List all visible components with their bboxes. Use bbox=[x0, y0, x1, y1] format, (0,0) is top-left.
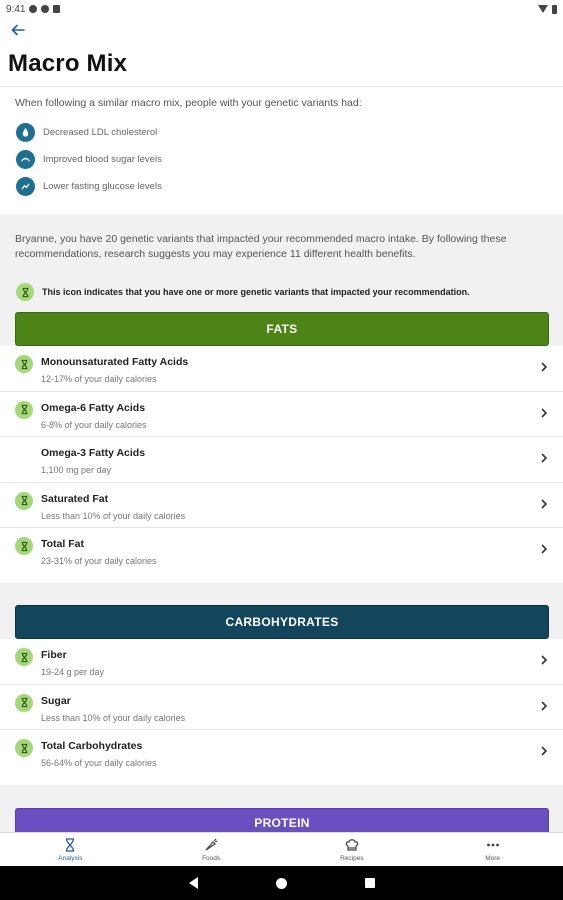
more-icon bbox=[485, 837, 501, 853]
battery-icon bbox=[552, 5, 557, 14]
fats-list bbox=[0, 346, 563, 583]
dna-icon bbox=[15, 355, 33, 373]
summary-text: Bryanne, you have 20 genetic variants that impacted your recommended macro intake. By following these recommendations, research suggests you may experience 11 different health benefits. bbox=[15, 233, 507, 260]
benefit-item bbox=[16, 150, 162, 169]
fats-section-header: FATS bbox=[15, 312, 549, 346]
item-desc: 6-8% of your daily calories bbox=[41, 419, 147, 430]
benefit-item bbox=[16, 123, 157, 142]
carbs-section-header: CARBOHYDRATES bbox=[15, 605, 549, 639]
nav-foods[interactable] bbox=[141, 833, 282, 866]
nav-label: Foods bbox=[202, 855, 221, 862]
system-home-icon[interactable] bbox=[276, 878, 287, 889]
item-name: Total Carbohydrates bbox=[41, 740, 143, 752]
list-item[interactable] bbox=[0, 437, 563, 483]
item-name: Total Fat bbox=[41, 538, 84, 550]
sd-card-icon bbox=[53, 5, 60, 13]
item-name: Omega-3 Fatty Acids bbox=[41, 447, 146, 459]
dna-icon bbox=[15, 739, 33, 757]
legend-text: This icon indicates that you have one or more genetic variants that impacted your recommendation. bbox=[42, 287, 470, 297]
nav-more[interactable] bbox=[422, 833, 563, 866]
chevron-right-icon bbox=[539, 654, 549, 666]
protein-section-header: PROTEIN bbox=[15, 808, 549, 838]
carbs-list bbox=[0, 639, 563, 785]
list-item[interactable] bbox=[0, 685, 563, 731]
benefits-intro: When following a similar macro mix, people with your genetic variants had: bbox=[15, 97, 362, 109]
chevron-right-icon bbox=[539, 745, 549, 757]
item-desc: Less than 10% of your daily calories bbox=[41, 510, 186, 521]
list-item[interactable] bbox=[0, 639, 563, 685]
dna-icon bbox=[15, 648, 33, 666]
list-item[interactable] bbox=[0, 392, 563, 438]
system-recents-icon[interactable] bbox=[365, 878, 375, 888]
item-desc: Less than 10% of your daily calories bbox=[41, 712, 186, 723]
benefit-label: Lower fasting glucose levels bbox=[43, 181, 162, 192]
nav-analysis[interactable] bbox=[0, 833, 141, 866]
notification-icon bbox=[29, 5, 37, 13]
chevron-right-icon bbox=[539, 498, 549, 510]
benefit-label: Decreased LDL cholesterol bbox=[43, 127, 158, 138]
status-bar bbox=[0, 0, 563, 18]
nav-recipes[interactable] bbox=[282, 833, 423, 866]
status-time: 9:41 bbox=[6, 3, 26, 15]
bottom-nav bbox=[0, 832, 563, 866]
item-name: Sugar bbox=[41, 694, 71, 707]
benefit-label: Improved blood sugar levels bbox=[43, 154, 162, 165]
page-title: Macro Mix bbox=[8, 50, 128, 77]
chef-hat-icon bbox=[344, 837, 360, 853]
item-desc: 19-24 g per day bbox=[41, 667, 105, 677]
dna-icon bbox=[15, 492, 33, 510]
notification-icon-2 bbox=[41, 5, 49, 13]
carrot-icon bbox=[203, 837, 219, 853]
chevron-right-icon bbox=[539, 543, 549, 555]
nav-label: More bbox=[485, 855, 501, 862]
list-item[interactable] bbox=[0, 730, 563, 776]
item-desc: 23-31% of your daily calories bbox=[41, 556, 157, 566]
dna-icon bbox=[16, 283, 34, 301]
item-desc: 1,100 mg per day bbox=[41, 465, 112, 475]
list-item[interactable] bbox=[0, 483, 563, 529]
item-name: Saturated Fat bbox=[41, 492, 109, 505]
wifi-icon bbox=[538, 5, 548, 13]
item-desc: 12-17% of your daily calories bbox=[41, 374, 157, 384]
dna-icon bbox=[15, 401, 33, 419]
dna-icon bbox=[62, 837, 78, 853]
item-desc: 56-64% of your daily calories bbox=[41, 758, 157, 768]
app-header bbox=[0, 18, 563, 86]
nav-label: Recipes bbox=[340, 855, 364, 862]
dna-icon bbox=[15, 694, 33, 712]
drop-icon bbox=[16, 123, 35, 142]
glucose-icon bbox=[16, 177, 35, 196]
system-nav-bar bbox=[0, 866, 563, 900]
dna-icon bbox=[15, 537, 33, 555]
chevron-right-icon bbox=[539, 361, 549, 373]
list-item[interactable] bbox=[0, 346, 563, 392]
benefits-card bbox=[0, 86, 563, 214]
benefit-item bbox=[16, 177, 162, 196]
chevron-right-icon bbox=[539, 700, 549, 712]
back-button[interactable] bbox=[10, 22, 30, 42]
nav-label: Analysis bbox=[58, 855, 83, 862]
item-name: Omega-6 Fatty Acids bbox=[41, 401, 146, 414]
item-name: Monounsaturated Fatty Acids bbox=[41, 356, 189, 368]
genetic-legend bbox=[16, 283, 470, 301]
list-item[interactable] bbox=[0, 528, 563, 574]
chevron-right-icon bbox=[539, 407, 549, 419]
chevron-right-icon bbox=[539, 452, 549, 464]
system-back-icon[interactable] bbox=[189, 877, 198, 889]
item-name: Fiber bbox=[41, 649, 67, 661]
sugar-icon bbox=[16, 150, 35, 169]
arrow-left-icon bbox=[10, 22, 26, 38]
